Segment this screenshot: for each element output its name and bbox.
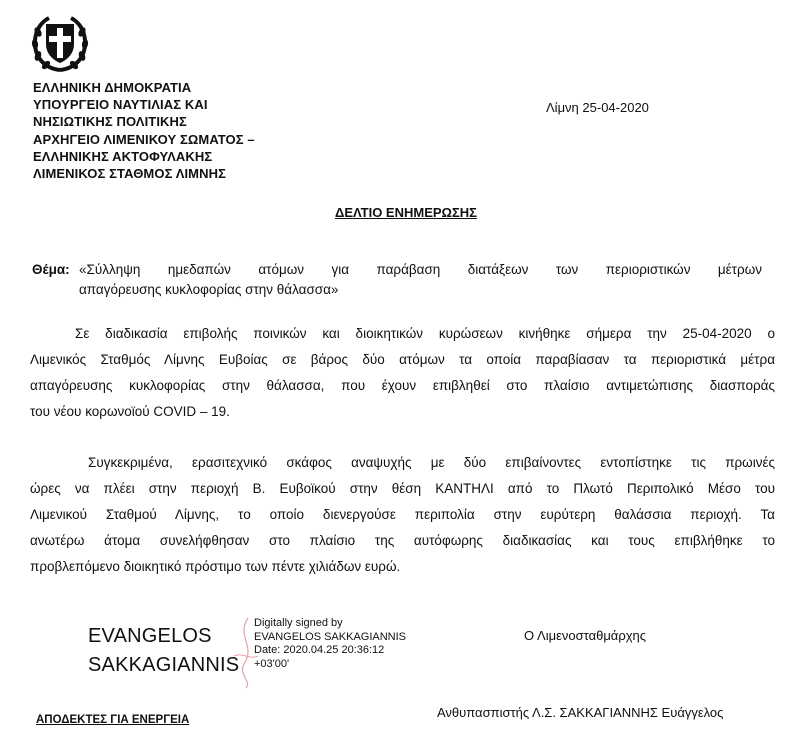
paragraph-line: απαγόρευσης κυκλοφορίας στην θάλασσα, που έχουν επιβληθεί στο πλαίσιο αντιμετώπισης διασποράς (30, 378, 775, 393)
document-date: Λίμνη 25-04-2020 (546, 100, 649, 115)
paragraph-line: Συγκεκριμένα, ερασιτεχνικό σκάφος αναψυχής με δύο επιβαίνοντες εντοπίστηκε τις πρωινές (88, 455, 775, 470)
paragraph-line: Σε διαδικασία επιβολής ποινικών και διοικητικών κυρώσεων κινήθηκε σήμερα την 25-04-2020 ο (75, 326, 775, 341)
paragraph-line: Λιμενικού Σταθμού Λίμνης, το οποίο διενεργούσε περιπολία στην ευρύτερη θαλάσσια περιοχή. Τα (30, 507, 775, 522)
paragraph-line: Λιμενικός Σταθμός Λίμνης Ευβοίας σε βάρος δύο ατόμων τα οποία παραβίασαν τα περιοριστικά μέτρα (30, 352, 775, 367)
header-line: ΕΛΛΗΝΙΚΗΣ ΑΚΤΟΦΥΛΑΚΗΣ (33, 148, 213, 164)
paragraph-line: ώρες να πλέει στην περιοχή Β. Ευβοϊκού στην θέση ΚΑΝΤΗΛΙ από το Πλωτό Περιπολικό Μέσο του (30, 481, 775, 496)
digital-signature-name (88, 622, 239, 680)
signature-detail-line: EVANGELOS SAKKAGIANNIS (254, 630, 407, 643)
paragraph-line: προβλεπόμενο διοικητικό πρόστιμο των πέντε χιλιάδων ευρώ. (30, 559, 401, 574)
signer-role: Ο Λιμενοσταθμάρχης (524, 628, 647, 643)
document-title: ΔΕΛΤΙΟ ΕΝΗΜΕΡΩΣΗΣ (335, 205, 477, 220)
signature-detail-line: Digitally signed by (254, 617, 343, 629)
greek-coat-of-arms-icon (29, 12, 91, 74)
header-line: ΛΙΜΕΝΙΚΟΣ ΣΤΑΘΜΟΣ ΛΙΜΝΗΣ (33, 166, 226, 182)
issuer-header (33, 79, 255, 182)
signer-name: Ανθυπασπιστής Λ.Σ. ΣΑΚΚΑΓΙΑΝΝΗΣ Ευάγγελος (437, 705, 724, 720)
signature-name-line: EVANGELOS (88, 625, 212, 647)
body-paragraph-1 (30, 321, 775, 425)
header-line: ΝΗΣΙΩΤΙΚΗΣ ΠΟΛΙΤΙΚΗΣ (33, 114, 187, 130)
paragraph-line: ανωτέρω άτομα συνελήφθησαν στο πλαίσιο της αυτόφωρης διαδικασίας και τους επιβλήθηκε το (30, 533, 775, 548)
body-paragraph-2 (30, 450, 775, 580)
digital-signature-details (254, 617, 406, 671)
signature-name-line: SAKKAGIANNIS (88, 654, 240, 676)
signature-detail-line: +03'00' (254, 657, 290, 670)
header-line: ΑΡΧΗΓΕΙΟ ΛΙΜΕΝΙΚΟΥ ΣΩΜΑΤΟΣ – (33, 131, 255, 147)
subject-text-line: «Σύλληψη ημεδαπών ατόμων για παράβαση διατάξεων των περιοριστικών μέτρων (79, 262, 762, 277)
header-line: ΕΛΛΗΝΙΚΗ ΔΗΜΟΚΡΑΤΙΑ (33, 80, 192, 95)
recipients-heading: ΑΠΟΔΕΚΤΕΣ ΓΙΑ ΕΝΕΡΓΕΙΑ (36, 714, 190, 726)
subject-label: Θέμα: (32, 262, 70, 277)
subject-block (32, 260, 762, 300)
subject-text-line: απαγόρευσης κυκλοφορίας στην θάλασσα» (79, 282, 339, 297)
header-line: ΥΠΟΥΡΓΕΙΟ ΝΑΥΤΙΛΙΑΣ ΚΑΙ (33, 97, 208, 113)
paragraph-line: του νέου κορωνοϊού COVID – 19. (30, 404, 230, 419)
signature-detail-line: Date: 2020.04.25 20:36:12 (254, 644, 385, 656)
